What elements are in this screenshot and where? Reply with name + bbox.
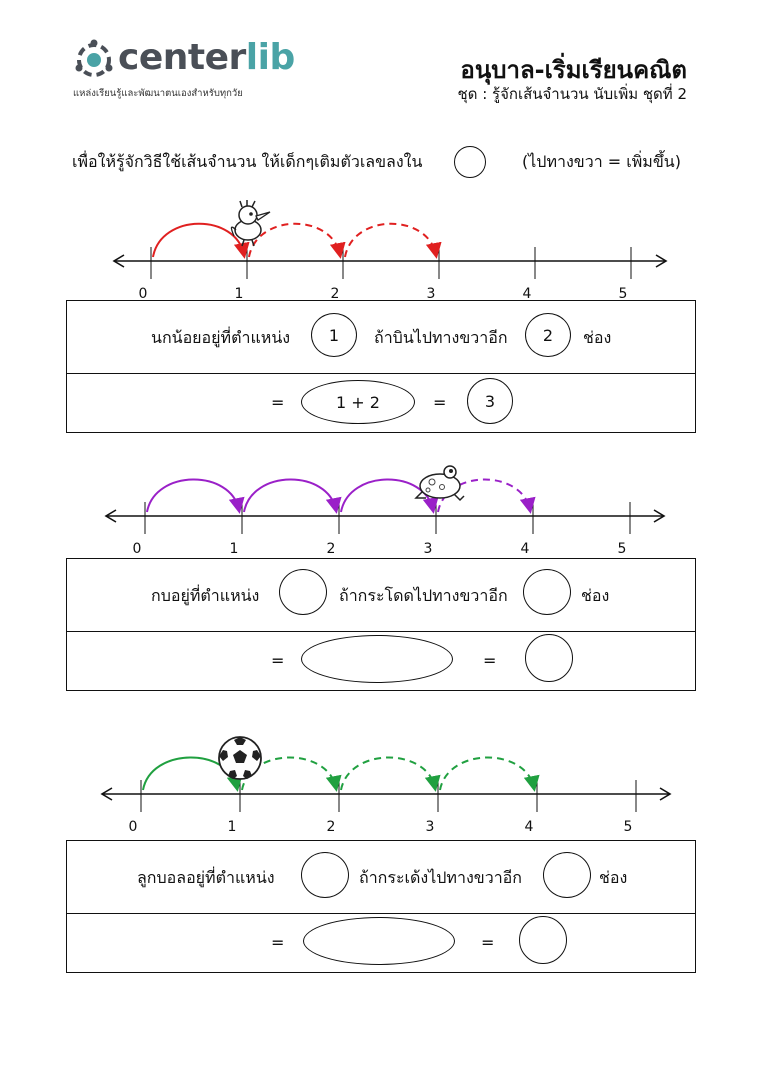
problem-3-expression-answer[interactable] (303, 917, 455, 965)
tick-label: 4 (524, 819, 534, 835)
problem-3-sentence-start: ลูกบอลอยู่ที่ตำแหน่ง (137, 868, 275, 887)
logo-wordmark (118, 38, 295, 78)
problem-2-equals-2: = (483, 651, 497, 670)
soccer-ball-icon (216, 734, 264, 782)
logo-accent-text: lib (245, 37, 295, 78)
tick-label: 5 (617, 541, 627, 557)
hop-arc-solid (244, 479, 336, 512)
tick-label: 1 (234, 286, 244, 302)
tick-label: 3 (426, 286, 436, 302)
problem-1-sentence-start: นกน้อยอยู่ที่ตำแหน่ง (151, 328, 291, 347)
tick-label: 3 (423, 541, 433, 557)
problem-3-equals-1: = (271, 933, 285, 952)
problem-2-steps-answer[interactable] (523, 569, 571, 615)
tick-label: 4 (522, 286, 532, 302)
problem-1-sentence-middle: ถ้าบินไปทางขวาอีก (374, 328, 508, 347)
tick-label: 0 (128, 819, 138, 835)
problem-3-steps-answer[interactable] (543, 852, 591, 898)
number-line-1 (100, 195, 680, 305)
problem-2-equals-1: = (271, 651, 285, 670)
hop-arc-dashed (341, 757, 435, 790)
instructions-answer-circle (454, 146, 486, 178)
frog-icon (414, 460, 468, 502)
tick-label: 2 (326, 819, 336, 835)
tick-label: 0 (138, 286, 148, 302)
tick-label: 3 (425, 819, 435, 835)
problem-2-sentence-middle: ถ้ากระโดดไปทางขวาอีก (339, 586, 508, 605)
problem-3-equals-2: = (481, 933, 495, 952)
problem-3-sentence-row (67, 841, 695, 914)
problem-2-sentence-end: ช่อง (581, 586, 610, 605)
problem-3-sentence-middle: ถ้ากระเด้งไปทางขวาอีก (359, 868, 522, 887)
tick-label: 0 (132, 541, 142, 557)
logo-main-text: center (118, 37, 246, 78)
problem-3-box (66, 840, 696, 973)
problem-1-equals-2: = (433, 393, 447, 412)
problem-1-position-answer[interactable]: 1 (311, 313, 357, 357)
problem-1-sentence-end: ช่อง (583, 328, 612, 347)
problem-2-sentence-start: กบอยู่ที่ตำแหน่ง (151, 586, 260, 605)
problem-2-expression-answer[interactable] (301, 635, 453, 683)
problem-2-box (66, 558, 696, 691)
instructions-note: (ไปทางขวา = เพิ่มขึ้น) (522, 152, 681, 171)
tick-label: 2 (326, 541, 336, 557)
problem-3-sentence-end: ช่อง (599, 868, 628, 887)
problem-1-box (66, 300, 696, 433)
problem-1-sentence-row (67, 301, 695, 374)
centerlib-logo-icon (72, 38, 116, 82)
tick-label: 2 (330, 286, 340, 302)
problem-3-result-answer[interactable] (519, 916, 567, 964)
number-line-2 (94, 455, 674, 563)
bird-icon (222, 200, 278, 248)
problem-1-steps-answer[interactable]: 2 (525, 313, 571, 357)
problem-1-result-answer[interactable]: 3 (467, 378, 513, 424)
tick-label: 5 (618, 286, 628, 302)
problem-1-equals-1: = (271, 393, 285, 412)
problem-1-equation-row (67, 373, 695, 433)
number-line-3 (92, 735, 682, 845)
problem-2-equation-row (67, 631, 695, 691)
worksheet-subtitle: ชุด : รู้จักเส้นจำนวน นับเพิ่ม ชุดที่ 2 (457, 85, 687, 103)
problem-3-position-answer[interactable] (301, 852, 349, 898)
problem-1-expression-answer[interactable]: 1 + 2 (301, 380, 415, 424)
tick-label: 4 (520, 541, 530, 557)
hop-arc-dashed (440, 757, 534, 790)
problem-3-equation-row (67, 913, 695, 973)
tick-label: 1 (227, 819, 237, 835)
problem-2-position-answer[interactable] (279, 569, 327, 615)
tick-label: 1 (229, 541, 239, 557)
worksheet-title: อนุบาล-เริ่มเรียนคณิต (460, 56, 687, 84)
logo-tagline: แหล่งเรียนรู้และพัฒนาตนเองสำหรับทุกวัย (73, 88, 243, 99)
hop-arc-dashed (345, 224, 436, 257)
tick-label: 5 (623, 819, 633, 835)
problem-2-result-answer[interactable] (525, 634, 573, 682)
problem-2-sentence-row (67, 559, 695, 632)
hop-arc-solid (147, 479, 239, 512)
instructions-text: เพื่อให้รู้จักวิธีใช้เส้นจำนวน ให้เด็กๆเติมตัวเลขลงใน (72, 152, 423, 171)
